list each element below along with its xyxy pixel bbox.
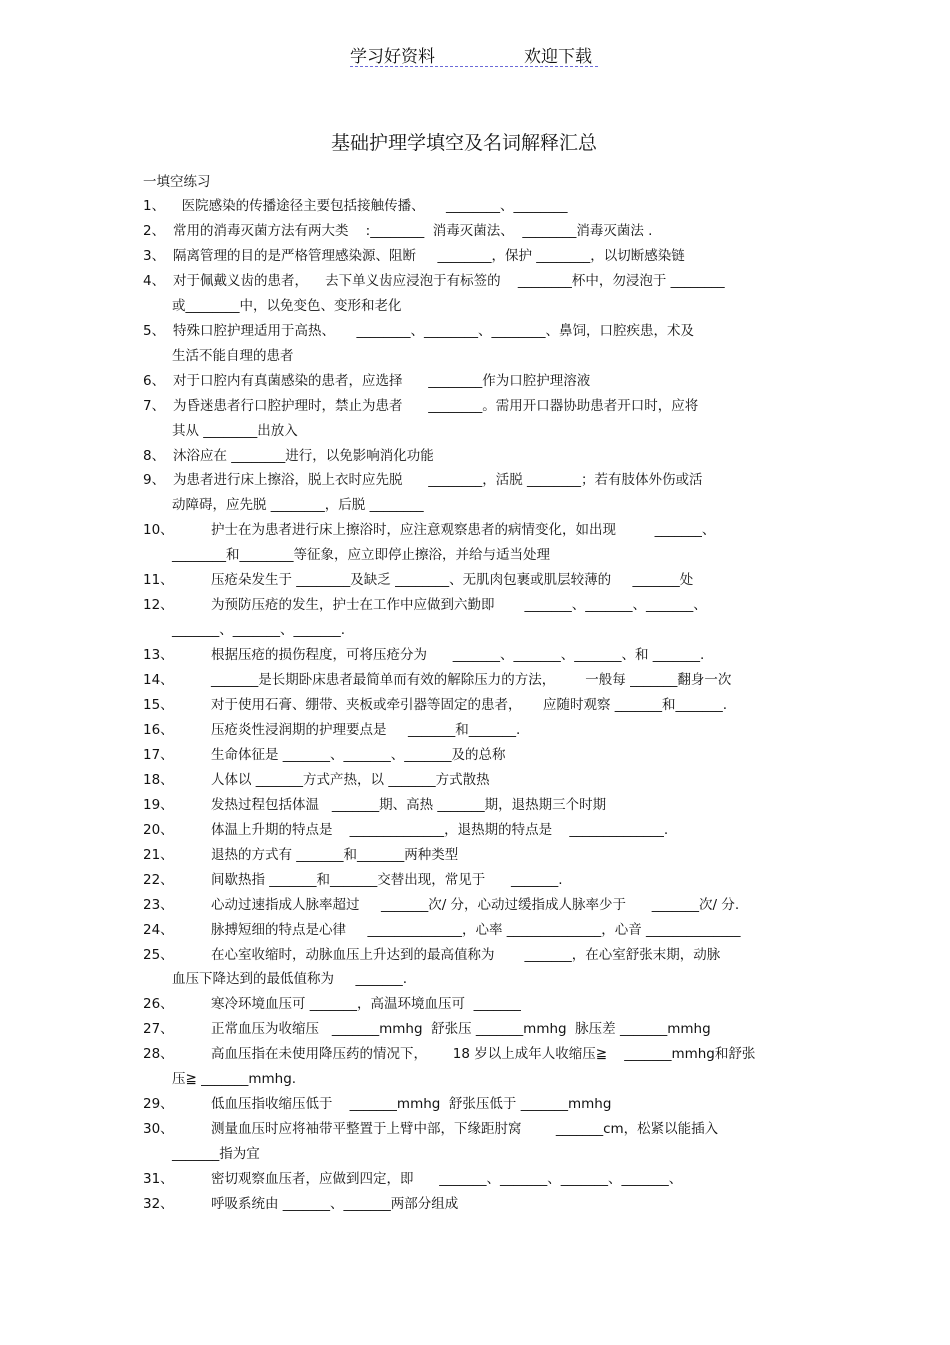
question-text: 低血压指收缩压低于 _______mmhg 舒张压低于 _______mmhg: [211, 1096, 612, 1113]
header-right-text: 欢迎下载: [524, 47, 592, 67]
section-heading: 一填空练习: [143, 174, 211, 190]
question-number: 16、: [143, 721, 174, 738]
question-text: 隔离管理的目的是严格管理感染源、阻断 ________，保护 ________，以切断感染链: [173, 247, 685, 264]
question-number: 24、: [143, 921, 174, 938]
question-text: 生命体征是 _______、_______、_______及的总称: [211, 746, 506, 763]
question-text: 为预防压疮的发生，护士在工作中应做到六勤即 _______、_______、_______、: [211, 597, 707, 614]
question-text: ________和________等征象，应立即停止擦浴，并给与适当处理: [172, 547, 550, 564]
question-text: 常用的消毒灭菌方法有两大类 :________ 消毒灭菌法、 ________消毒灭菌法 .: [173, 222, 653, 239]
question-text: _______指为宜: [172, 1146, 260, 1163]
question-text: 脉搏短细的特点是心律 ______________，心率 ______________，心音 ______________: [211, 921, 741, 938]
question-line-continuation: [172, 494, 424, 516]
question-line: [143, 370, 590, 392]
question-line: [143, 819, 668, 841]
question-line: [143, 245, 685, 267]
question-line: [143, 919, 741, 941]
question-number: 1、: [143, 198, 166, 214]
question-text: 沐浴应在 ________进行，以免影响消化功能: [173, 447, 434, 464]
question-text: 其从 ________出放入: [172, 422, 298, 439]
question-line-continuation: [172, 1068, 296, 1090]
question-text: 医院感染的传播途径主要包括接触传播、 ________、________: [173, 198, 568, 214]
question-line: [143, 644, 704, 666]
question-number: 29、: [143, 1096, 174, 1113]
question-line: [143, 1018, 711, 1040]
question-text: 根据压疮的损伤程度，可将压疮分为 _______、_______、_______、和 _______.: [211, 647, 705, 664]
question-number: 3、: [143, 247, 166, 264]
question-line-continuation: [172, 619, 345, 641]
question-line: [143, 844, 458, 866]
question-line: [143, 519, 715, 541]
question-line: [143, 719, 520, 741]
question-text: _______、_______、_______.: [172, 622, 346, 639]
question-line: [143, 869, 563, 891]
question-number: 26、: [143, 996, 174, 1013]
question-text: 密切观察血压者，应做到四定，即 _______、_______、_______、_______、: [211, 1171, 683, 1188]
document-title: 基础护理学填空及名词解释汇总: [330, 132, 597, 154]
question-number: 15、: [143, 697, 174, 713]
question-number: 8、: [143, 447, 166, 464]
question-line: [143, 944, 720, 966]
question-number: 28、: [143, 1046, 174, 1063]
question-text: 生活不能自理的患者: [172, 347, 294, 364]
question-text: 特殊口腔护理适用于高热、 ________、________、________、鼻饲，口腔疾患，术及: [173, 322, 694, 339]
question-line: [143, 395, 698, 417]
question-text: 对于佩戴义齿的患者， 去下单义齿应浸泡于有标签的 ________杯中，勿浸泡于 ________: [173, 272, 725, 289]
question-text: 压疮朵发生于 ________及缺乏 ________、无肌肉包裹或肌层较薄的 _______处: [211, 572, 694, 589]
question-number: 18、: [143, 771, 174, 788]
question-number: 19、: [143, 796, 174, 813]
question-line: [143, 320, 694, 342]
question-text: 正常血压为收缩压 _______mmhg 舒张压 _______mmhg 脉压差 _______mmhg: [211, 1021, 711, 1038]
question-text: 测量血压时应将袖带平整置于上臂中部，下缘距肘窝 _______cm，松紧以能插入: [211, 1121, 719, 1138]
question-text: 动障碍，应先脱 ________，后脱 ________: [172, 497, 424, 514]
question-text: 间歇热指 _______和_______交替出现，常见于 _______.: [211, 871, 563, 888]
question-line-continuation: [172, 1143, 260, 1165]
question-line: [143, 469, 703, 491]
question-number: 30、: [143, 1121, 174, 1138]
question-text: 护士在为患者进行床上擦浴时，应注意观察患者的病情变化，如出现 _______、: [211, 522, 716, 539]
question-number: 32、: [143, 1196, 174, 1212]
header-left-text: 学习好资料: [350, 47, 435, 67]
question-text: 对于口腔内有真菌感染的患者，应选择 ________作为口腔护理溶液: [173, 372, 591, 389]
question-line: [143, 445, 434, 467]
question-line-continuation: [172, 295, 402, 317]
question-text: 对于使用石膏、绷带、夹板或牵引器等固定的患者， 应随时观察 _______和_______.: [211, 697, 728, 713]
question-text: _______是长期卧床患者最简单而有效的解除压力的方法， 一般每 _______翻身一次: [211, 672, 732, 689]
question-line-continuation: [172, 968, 407, 990]
question-number: 27、: [143, 1021, 174, 1038]
question-line: [143, 270, 725, 292]
question-line: [143, 1193, 458, 1215]
question-line-continuation: [172, 420, 298, 442]
question-text: 压疮炎性浸润期的护理要点是 _______和_______.: [211, 721, 521, 738]
question-text: 在心室收缩时，动脉血压上升达到的最高值称为 _______，在心室舒张末期，动脉: [211, 946, 721, 963]
question-number: 11、: [143, 572, 174, 589]
question-number: 7、: [143, 397, 166, 414]
question-number: 10、: [143, 522, 174, 539]
question-number: 12、: [143, 597, 174, 614]
question-text: 为患者进行床上擦浴，脱上衣时应先脱 ________，活脱 ________；若有肢体外伤或活: [173, 472, 703, 489]
question-text: 或________中，以免变色、变形和老化: [172, 297, 402, 314]
question-number: 2、: [143, 222, 166, 239]
question-number: 23、: [143, 896, 174, 913]
question-line: [143, 769, 490, 791]
question-line: [143, 195, 568, 217]
header-dashed-underline: [350, 66, 598, 67]
question-line: [143, 594, 707, 616]
question-line: [143, 894, 739, 916]
question-text: 人体以 _______方式产热，以 _______方式散热: [211, 771, 490, 788]
question-number: 5、: [143, 322, 166, 339]
question-line: [143, 1118, 718, 1140]
question-number: 9、: [143, 472, 166, 489]
question-number: 13、: [143, 647, 174, 664]
question-text: 发热过程包括体温 _______期、高热 _______期，退热期三个时期: [211, 796, 607, 813]
question-line: [143, 1093, 611, 1115]
question-number: 17、: [143, 746, 174, 763]
question-text: 呼吸系统由 _______、_______两部分组成: [211, 1196, 459, 1212]
question-line: [143, 569, 693, 591]
question-text: 退热的方式有 _______和_______两种类型: [211, 846, 459, 863]
question-text: 压≧ _______mmhg.: [172, 1071, 297, 1088]
question-line: [143, 1043, 755, 1065]
question-text: 高血压指在未使用降压药的情况下， 18 岁以上成年人收缩压≧ _______mmhg和舒张: [211, 1046, 756, 1063]
question-text: 心动过速指成人脉率超过 _______次/ 分，心动过缓指成人脉率少于 _______次/ 分.: [211, 896, 740, 913]
question-line: [143, 794, 606, 816]
question-number: 21、: [143, 846, 174, 863]
question-text: 寒冷环境血压可 _______，高温环境血压可 _______: [211, 996, 521, 1013]
question-line: [143, 744, 506, 766]
question-line: [143, 220, 652, 242]
page-header: [0, 40, 950, 70]
question-text: 体温上升期的特点是 ______________，退热期的特点是 ______________.: [211, 821, 669, 838]
question-number: 25、: [143, 946, 174, 963]
question-line: [143, 694, 727, 716]
question-line: [143, 669, 731, 691]
question-number: 6、: [143, 372, 166, 389]
question-number: 14、: [143, 672, 174, 689]
question-number: 4、: [143, 272, 166, 289]
question-line-continuation: [172, 544, 550, 566]
question-line-continuation: [172, 345, 294, 367]
question-text: 为昏迷患者行口腔护理时，禁止为患者 ________。需用开口器协助患者开口时，应将: [173, 397, 699, 414]
question-number: 31、: [143, 1171, 174, 1188]
question-line: [143, 1168, 682, 1190]
question-text: 血压下降达到的最低值称为 _______.: [172, 971, 407, 988]
question-number: 22、: [143, 871, 174, 888]
question-line: [143, 993, 521, 1015]
question-number: 20、: [143, 821, 174, 838]
